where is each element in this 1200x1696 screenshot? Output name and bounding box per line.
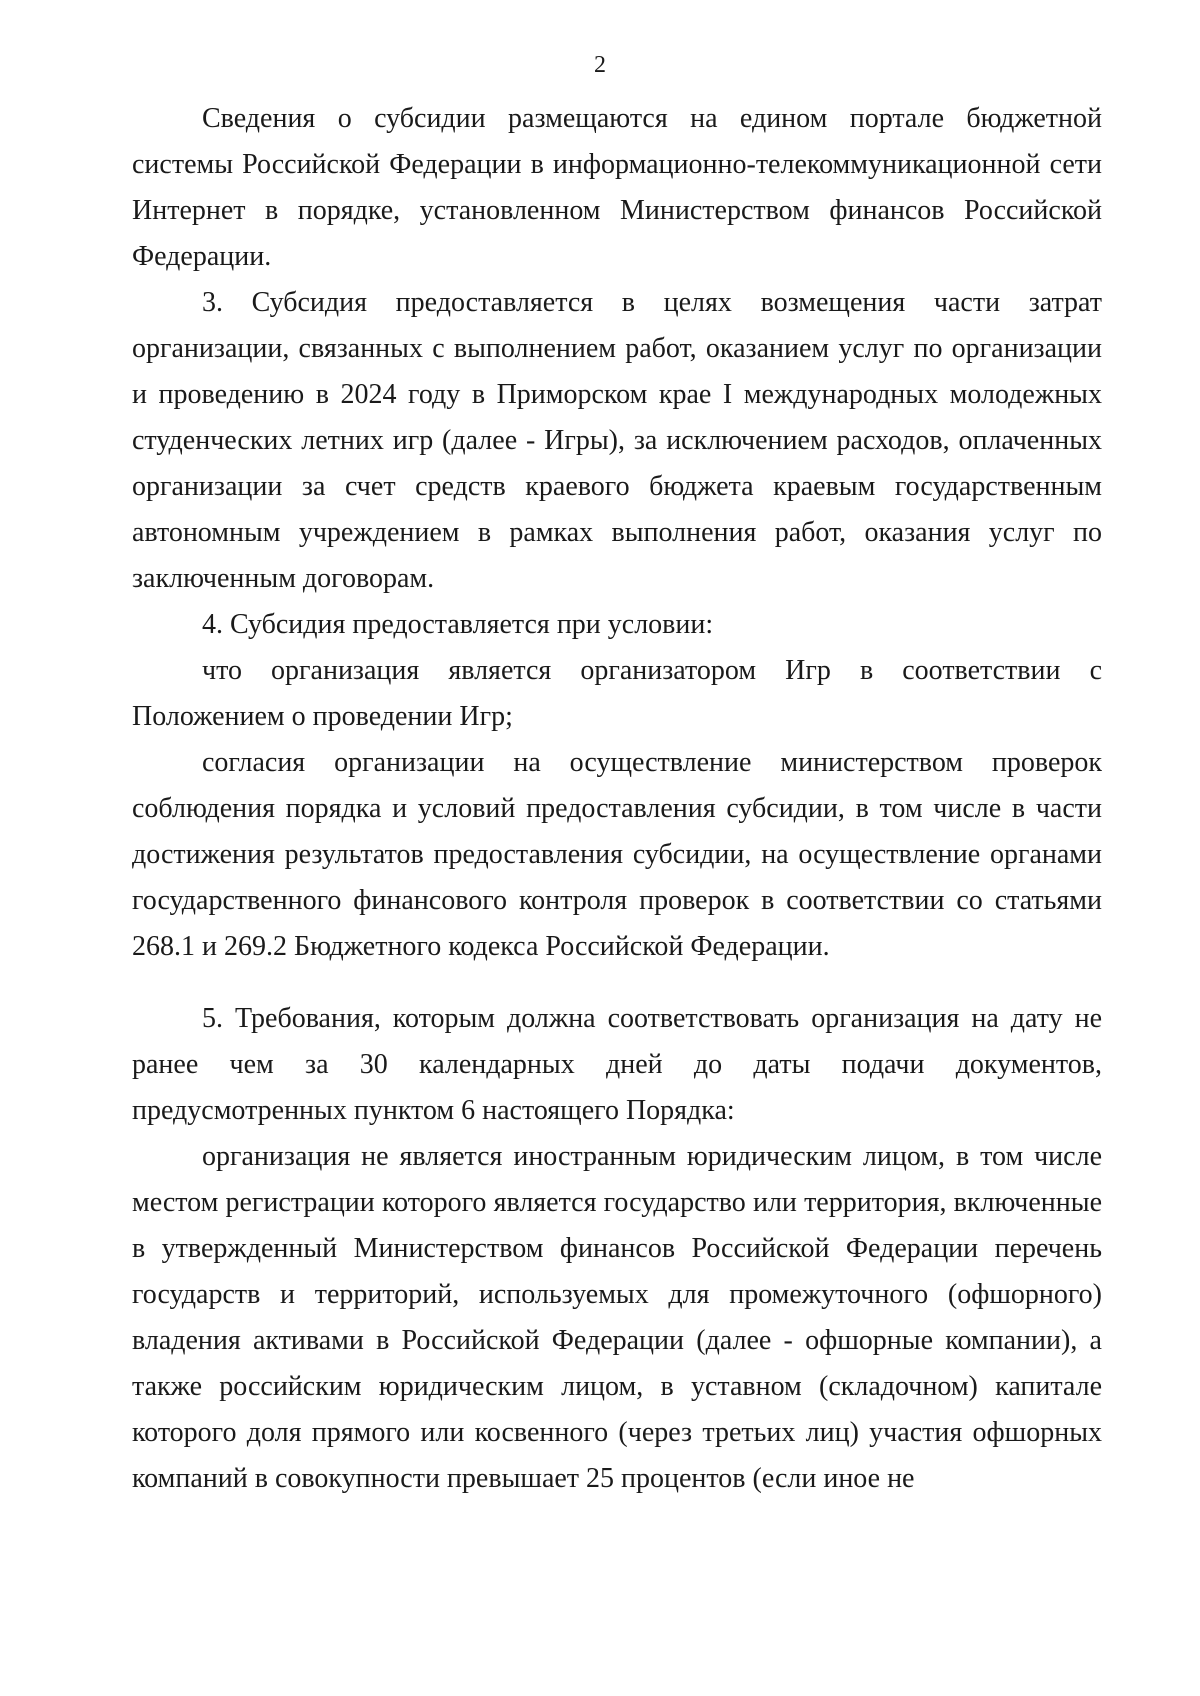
paragraph-subsidy-info: Сведения о субсидии размещаются на едином портале бюджетной системы Российской Федерации в информационно-телекоммуникационной сети Интернет в порядке, установленном Министерством финансов Российской Федерации. [132, 103, 1102, 272]
paragraph-condition-consent: согласия организации на осуществление министерством проверок соблюдения порядка и условий предоставления субсидии, в том числе в части достижения результатов предоставления субсидии, на осуществление органами государственного финансового контроля проверок в соответствии со статьями 268.1 и 269.2 Бюджетного кодекса Российской Федерации. [132, 747, 1102, 962]
document-body [132, 96, 1102, 1502]
paragraph-item-5: 5. Требования, которым должна соответствовать организация на дату не ранее чем за 30 календарных дней до даты подачи документов, предусмотренных пунктом 6 настоящего Порядка: [132, 1003, 1102, 1126]
paragraph-requirement-offshore: организация не является иностранным юридическим лицом, в том числе местом регистрации которого является государство или территория, включенные в утвержденный Министерством финансов Российской Федерации перечень государств и территорий, используемых для промежуточного (офшорного) владения активами в Российской Федерации (далее - офшорные компании), а также российским юридическим лицом, в уставном (складочном) капитале которого доля прямого или косвенного (через третьих лиц) участия офшорных компаний в совокупности превышает 25 процентов (если иное не [132, 1141, 1102, 1494]
paragraph-item-4: 4. Субсидия предоставляется при условии: [202, 609, 714, 640]
paragraph-item-3: 3. Субсидия предоставляется в целях возмещения части затрат организации, связанных с выполнением работ, оказанием услуг по организации и проведению в 2024 году в Приморском крае I международных молодежных студенческих летних игр (далее - Игры), за исключением расходов, оплаченных организации за счет средств краевого бюджета краевым государственным автономным учреждением в рамках выполнения работ, оказания услуг по заключенным договорам. [132, 287, 1102, 594]
paragraph-condition-organizer: что организация является организатором Игр в соответствии с Положением о проведении Игр; [132, 655, 1102, 732]
page-number: 2 [594, 52, 606, 78]
